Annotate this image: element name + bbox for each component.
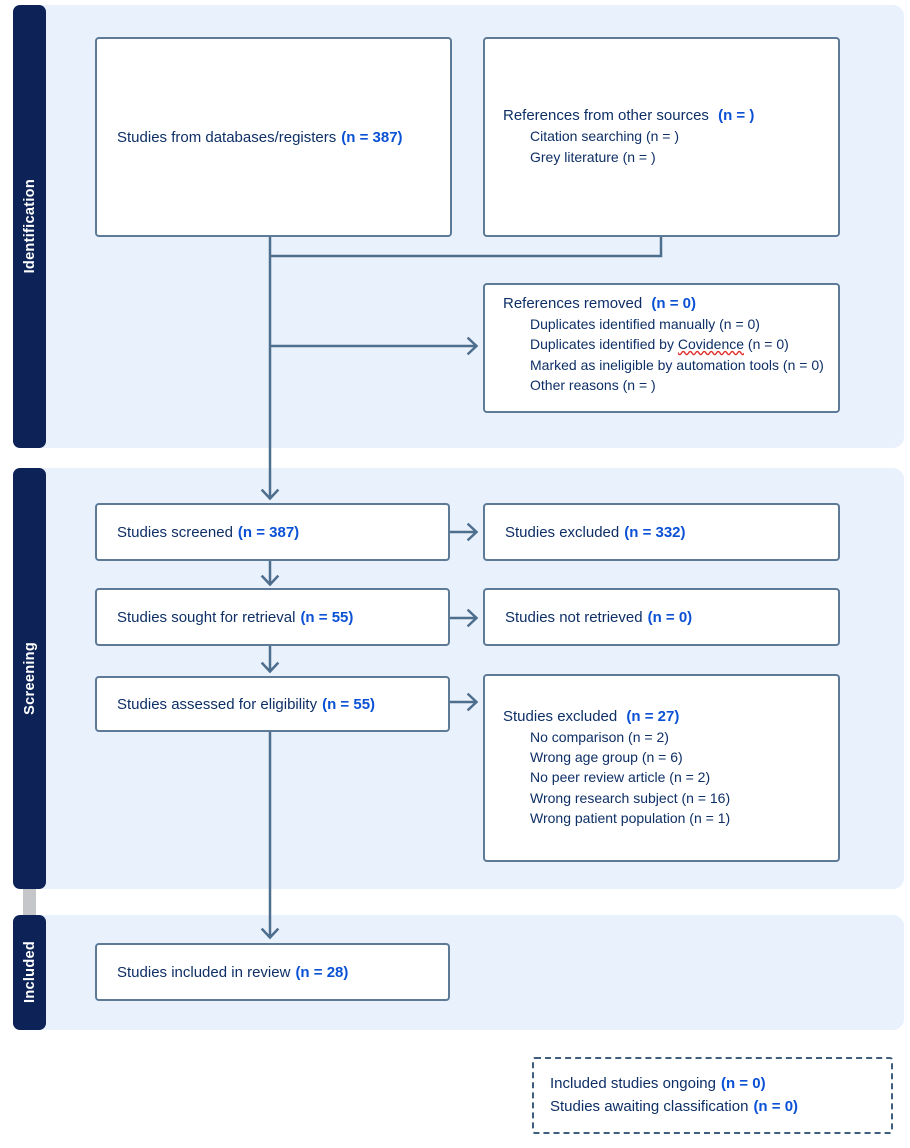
box-label: Studies excluded [505,523,620,541]
box-ongoing-awaiting [532,1057,893,1134]
box-label: Studies sought for retrieval [117,608,296,626]
sub-item: No peer review article (n = 2) [530,769,711,786]
box-count: (n = 387) [237,523,300,541]
sub-item: Duplicates identified by Covidence (n = 0) [530,336,789,353]
stage-label-included: Included [21,941,38,1004]
sub-item: Wrong research subject (n = 16) [530,789,731,806]
sub-item: Wrong age group (n = 6) [530,749,683,766]
box-studies-excluded-screening [483,503,840,561]
misspelled-word: Covidence [677,336,745,353]
box-count: (n = ) [718,107,755,125]
box-label: Studies screened [117,523,233,541]
box-label: Studies included in review [117,963,291,981]
line-count: (n = 0) [720,1075,766,1092]
stage-label-screening: Screening [21,642,38,715]
box-sub-list [503,314,826,395]
box-studies-from-databases [95,37,452,237]
box-sub-list [503,727,826,828]
box-count: (n = 332) [624,523,686,541]
box-heading-line [503,107,826,124]
stage-label-identification: Identification [21,179,38,274]
sub-item: Grey literature (n = ) [530,148,656,165]
dashed-lines [550,1073,891,1118]
line-label: Included studies ongoing [550,1075,716,1092]
box-studies-included-review [95,943,450,1001]
box-label: Studies assessed for eligibility [117,695,318,713]
sub-item: No comparison (n = 2) [530,728,669,745]
sub-item: Other reasons (n = ) [530,376,656,393]
dashed-box-line [550,1096,891,1119]
box-count: (n = 0) [651,295,696,312]
line-label: Studies awaiting classification [550,1097,749,1115]
dashed-box-line [550,1073,891,1096]
box-references-other-sources [483,37,840,237]
box-studies-not-retrieved [483,588,840,646]
box-studies-assessed-eligibility [95,676,450,732]
box-count: (n = 55) [322,695,376,713]
box-label: Studies not retrieved [505,608,643,626]
box-sub-list [503,126,826,167]
box-count: (n = 28) [295,963,349,981]
box-count: (n = 27) [626,707,680,725]
sub-item: Marked as ineligible by automation tools (n = 0) [530,356,824,373]
sub-item: Duplicates identified manually (n = 0) [530,316,760,332]
box-studies-screened [95,503,450,561]
box-label: References from other sources [503,107,709,125]
box-heading-line [503,295,826,312]
box-count: (n = 0) [647,608,693,626]
line-count: (n = 0) [753,1097,799,1115]
box-heading-line [503,708,826,725]
box-references-removed [483,283,840,413]
box-studies-sought-retrieval [95,588,450,646]
sub-item: Citation searching (n = ) [530,128,680,145]
box-count: (n = 387) [341,128,403,146]
box-count: (n = 55) [300,608,354,626]
box-studies-excluded-eligibility [483,674,840,862]
box-label: Studies excluded [503,707,618,725]
sub-item: Wrong patient population (n = 1) [530,809,731,826]
box-label: References removed [503,295,643,312]
box-label: Studies from databases/registers [117,128,337,146]
